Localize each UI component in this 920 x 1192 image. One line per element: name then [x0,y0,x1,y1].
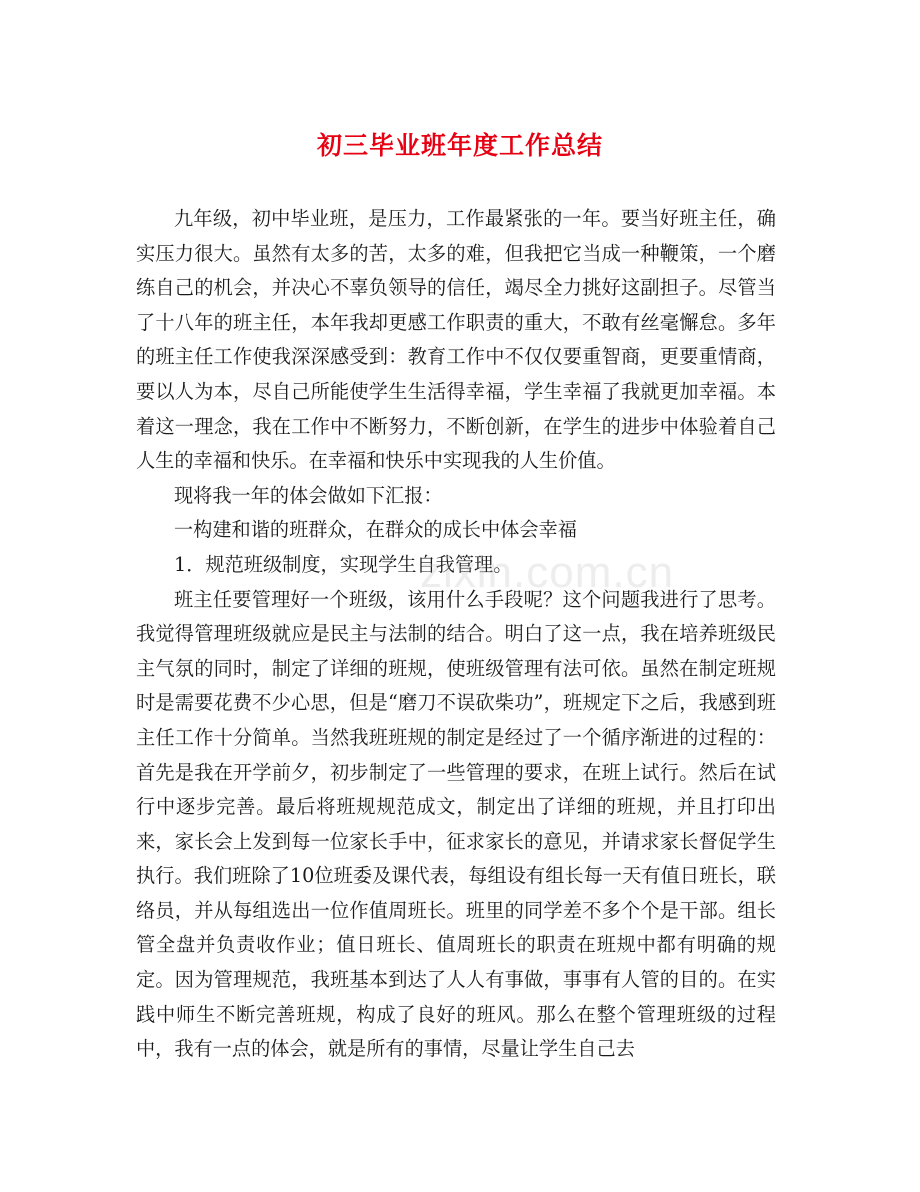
document-title: 初三毕业班年度工作总结 [316,131,603,160]
paragraph-report-lead: 现将我一年的体会做如下汇报： [174,483,443,507]
section-heading-1: 一构建和谐的班群众，在群众的成长中体会幸福 [174,518,577,542]
paragraph-intro: 九年级，初中毕业班，是压力，工作最紧张的一年。要当好班主任，确实压力很大。虽然有太多的苦，太多的难，但我把它当成一种鞭策，一个磨练自己的机会，并决心不辜负领导的信任，竭尽全力挑好这副担子。尽管当了十八年的班主任，本年我却更感工作职责的重大，不敢有丝毫懈怠。多年的班主任工作使我深深感受到：教育工作中不仅仅要重智商，更要重情商，要以人为本，尽自己所能使学生生活得幸福，学生幸福了我就更加幸福。本着这一理念，我在工作中不断努力，不断创新，在学生的进步中体验着自己人生的幸福和快乐。在幸福和快乐中实现我的人生价值。 [136,207,776,473]
paragraph-class-rules: 班主任要管理好一个班级，该用什么手段呢？这个问题我进行了思考。我觉得管理班级就应是民主与法制的结合。明白了这一点，我在培养班级民主气氛的同时，制定了详细的班规，使班级管理有法可依。虽然在制定班规时是需要花费不少心思，但是“磨刀不误砍柴功”，班规定下之后，我感到班主任工作十分简单。当然我班班规的制定是经过了一个循序渐进的过程的：首先是我在开学前夕，初步制定了一些管理的要求，在班上试行。然后在试行中逐步完善。最后将班规规范成文，制定出了详细的班规，并且打印出来，家长会上发到每一位家长手中，征求家长的意见，并请求家长督促学生执行。我们班除了10位班委及课代表，每组设有组长每一天有值日班长，联络员，并从每组选出一位作值周班长。班里的同学差不多个个是干部。组长管全盘并负责收作业；值日班长、值周班长的职责在班规中都有明确的规定。因为管理规范，我班基本到达了人人有事做，事事有人管的目的。在实践中师生不断完善班规，构成了良好的班风。那么在整个管理班级的过程中，我有一点的体会，就是所有的事情，尽量让学生自己去 [136,587,776,1061]
document-body [136,202,776,1067]
watermark-text: zixin.com.cn [420,548,675,597]
subsection-heading-1-1: 1．规范班级制度，实现学生自我管理。 [174,552,513,576]
